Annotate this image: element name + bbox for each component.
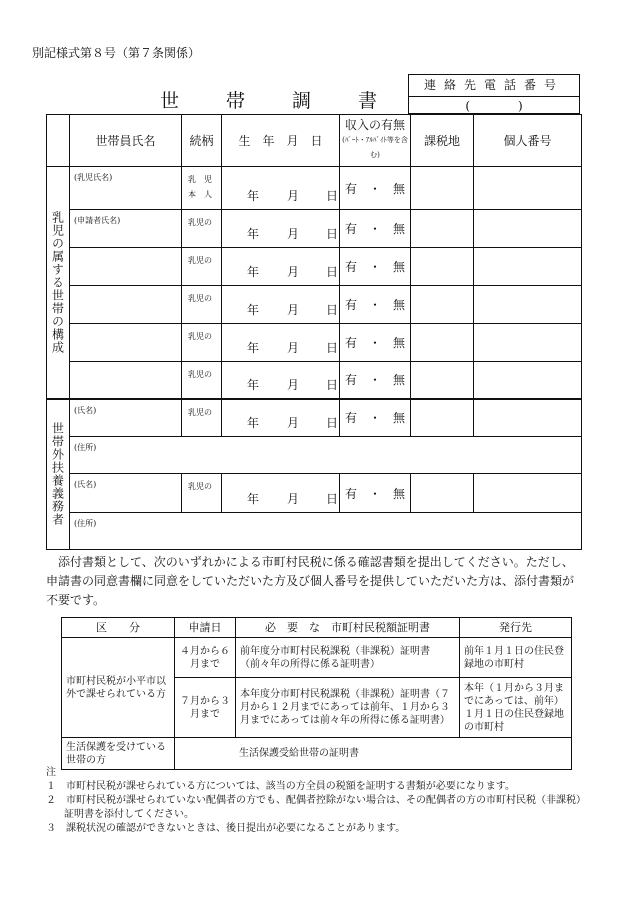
att-issuer-cell: 本年（１月から３月までにあっては、前年）１月１日の住民登録地の市町村 bbox=[460, 678, 572, 738]
tax-place-cell[interactable] bbox=[411, 286, 474, 324]
relation-cell[interactable]: 乳児の bbox=[182, 474, 222, 513]
id-number-cell[interactable] bbox=[474, 324, 582, 362]
relation-cell[interactable]: 乳児の bbox=[182, 324, 222, 362]
group-label-outside: 世帯外扶養義務者 bbox=[47, 399, 70, 550]
att-header-issuer: 発行先 bbox=[460, 618, 572, 638]
income-toggle[interactable]: 有 ・ 無 bbox=[340, 286, 411, 324]
att-document-cell: 前年度分市町村民税課税（非課税）証明書（前々年の所得に係る証明書） bbox=[236, 638, 460, 678]
header-relation: 続柄 bbox=[182, 115, 222, 167]
name-cell[interactable]: (乳児氏名) bbox=[70, 167, 182, 210]
header-blank bbox=[47, 115, 70, 167]
form-reference: 別記様式第８号（第７条関係） bbox=[32, 46, 201, 60]
att-category-cell: 市町村民税が小平市以外で課せられている方 bbox=[62, 638, 175, 738]
address-cell[interactable]: (住所) bbox=[70, 437, 582, 474]
income-toggle[interactable]: 有 ・ 無 bbox=[340, 210, 411, 248]
relation-cell[interactable]: 乳 児 本 人 bbox=[182, 167, 222, 210]
birthdate-cell[interactable]: 年 月 日 bbox=[222, 286, 340, 324]
table-row bbox=[47, 474, 582, 513]
tax-place-cell[interactable] bbox=[411, 324, 474, 362]
id-number-cell[interactable] bbox=[474, 286, 582, 324]
att-date-cell: ４月から６月まで bbox=[175, 638, 236, 678]
contact-phone-field[interactable]: ( ) bbox=[465, 99, 523, 113]
table-header-row bbox=[47, 115, 582, 167]
birthdate-cell[interactable]: 年 月 日 bbox=[222, 167, 340, 210]
header-income bbox=[340, 115, 411, 167]
contact-phone-box bbox=[408, 74, 580, 114]
att-date-cell: ７月から３月まで bbox=[175, 678, 236, 738]
tax-place-cell[interactable] bbox=[411, 167, 474, 210]
income-toggle[interactable]: 有 ・ 無 bbox=[340, 248, 411, 286]
notes bbox=[46, 766, 586, 836]
att-document-cell: 生活保護受給世帯の証明書 bbox=[175, 738, 572, 770]
att-header-date: 申請日 bbox=[175, 618, 236, 638]
address-cell[interactable]: (住所) bbox=[70, 513, 582, 550]
notes-heading: 注 bbox=[46, 767, 56, 778]
header-income-label: 収入の有無 bbox=[344, 118, 405, 132]
relation-cell[interactable]: 乳児の bbox=[182, 362, 222, 399]
id-number-cell[interactable] bbox=[474, 399, 582, 437]
table-row bbox=[47, 286, 582, 324]
header-name: 世帯員氏名 bbox=[70, 115, 182, 167]
attachment-paragraph: 添付書類として、次のいずれかによる市町村民税に係る確認書類を提出してください。ただし、申請書の同意書欄に同意をしていただいた方及び個人番号を提供していただいた方は、添付書類が不要です。 bbox=[46, 555, 575, 607]
birthdate-cell[interactable]: 年 月 日 bbox=[222, 324, 340, 362]
attachment-table bbox=[61, 617, 572, 770]
note-item: ３ 課税状況の確認ができないときは、後日提出が必要になることがあります。 bbox=[46, 823, 406, 834]
table-row bbox=[47, 437, 582, 474]
table-row bbox=[47, 167, 582, 210]
income-toggle[interactable]: 有 ・ 無 bbox=[340, 167, 411, 210]
birthdate-cell[interactable]: 年 月 日 bbox=[222, 362, 340, 399]
name-cell[interactable]: (氏名) bbox=[70, 474, 182, 513]
income-toggle[interactable]: 有 ・ 無 bbox=[340, 399, 411, 437]
table-row bbox=[47, 324, 582, 362]
birthdate-cell[interactable]: 年 月 日 bbox=[222, 210, 340, 248]
name-cell[interactable]: (申請者氏名) bbox=[70, 210, 182, 248]
tax-place-cell[interactable] bbox=[411, 248, 474, 286]
income-toggle[interactable]: 有 ・ 無 bbox=[340, 362, 411, 399]
birthdate-cell[interactable]: 年 月 日 bbox=[222, 399, 340, 437]
relation-cell[interactable]: 乳児の bbox=[182, 399, 222, 437]
income-toggle[interactable]: 有 ・ 無 bbox=[340, 474, 411, 513]
name-cell[interactable] bbox=[70, 362, 182, 399]
tax-place-cell[interactable] bbox=[411, 210, 474, 248]
household-table bbox=[46, 114, 582, 550]
note-item: ２ 市町村民税が課せられていない配偶者の方でも、配偶者控除がない場合は、その配偶者の方の市町村民税（非課税）証明書を添付してください。 bbox=[46, 795, 586, 820]
att-header-document: 必 要 な 市町村民税額証明書 bbox=[236, 618, 460, 638]
att-category-cell: 生活保護を受けている世帯の方 bbox=[62, 738, 175, 770]
att-issuer-cell: 前年１月１日の住民登録地の市町村 bbox=[460, 638, 572, 678]
id-number-cell[interactable] bbox=[474, 167, 582, 210]
header-tax-place: 課税地 bbox=[411, 115, 474, 167]
table-row bbox=[47, 399, 582, 437]
contact-phone-label: 連絡先電話番号 bbox=[409, 75, 579, 97]
table-row bbox=[47, 362, 582, 399]
attachment-header-row bbox=[62, 618, 572, 638]
form-title: 世 帯 調 書 bbox=[160, 90, 392, 112]
name-cell[interactable] bbox=[70, 324, 182, 362]
header-birthdate: 生 年 月 日 bbox=[222, 115, 340, 167]
table-row bbox=[47, 210, 582, 248]
income-toggle[interactable]: 有 ・ 無 bbox=[340, 324, 411, 362]
tax-place-cell[interactable] bbox=[411, 362, 474, 399]
tax-place-cell[interactable] bbox=[411, 474, 474, 513]
table-row bbox=[47, 248, 582, 286]
id-number-cell[interactable] bbox=[474, 474, 582, 513]
group-label-household: 乳児の属する世帯の構成 bbox=[47, 167, 70, 399]
birthdate-cell[interactable]: 年 月 日 bbox=[222, 248, 340, 286]
table-row bbox=[62, 638, 572, 678]
name-cell[interactable] bbox=[70, 286, 182, 324]
note-item: １ 市町村民税が課せられている方については、該当の方全員の税額を証明する書類が必要になります。 bbox=[46, 781, 515, 792]
id-number-cell[interactable] bbox=[474, 248, 582, 286]
name-cell[interactable]: (氏名) bbox=[70, 399, 182, 437]
tax-place-cell[interactable] bbox=[411, 399, 474, 437]
relation-cell[interactable]: 乳児の bbox=[182, 286, 222, 324]
relation-cell[interactable]: 乳児の bbox=[182, 248, 222, 286]
id-number-cell[interactable] bbox=[474, 210, 582, 248]
header-id-number: 個人番号 bbox=[474, 115, 582, 167]
birthdate-cell[interactable]: 年 月 日 bbox=[222, 474, 340, 513]
id-number-cell[interactable] bbox=[474, 362, 582, 399]
att-header-category: 区 分 bbox=[62, 618, 175, 638]
header-income-sub: (ﾊﾟｰﾄ・ｱﾙﾊﾞｲﾄ等を含む) bbox=[342, 136, 408, 159]
att-document-cell: 本年度分市町村民税課税（非課税）証明書（７月から１２月までにあっては前年、１月から３月までにあっては前々年の所得に係る証明書） bbox=[236, 678, 460, 738]
relation-cell[interactable]: 乳児の bbox=[182, 210, 222, 248]
name-cell[interactable] bbox=[70, 248, 182, 286]
table-row bbox=[47, 513, 582, 550]
table-row bbox=[62, 738, 572, 770]
